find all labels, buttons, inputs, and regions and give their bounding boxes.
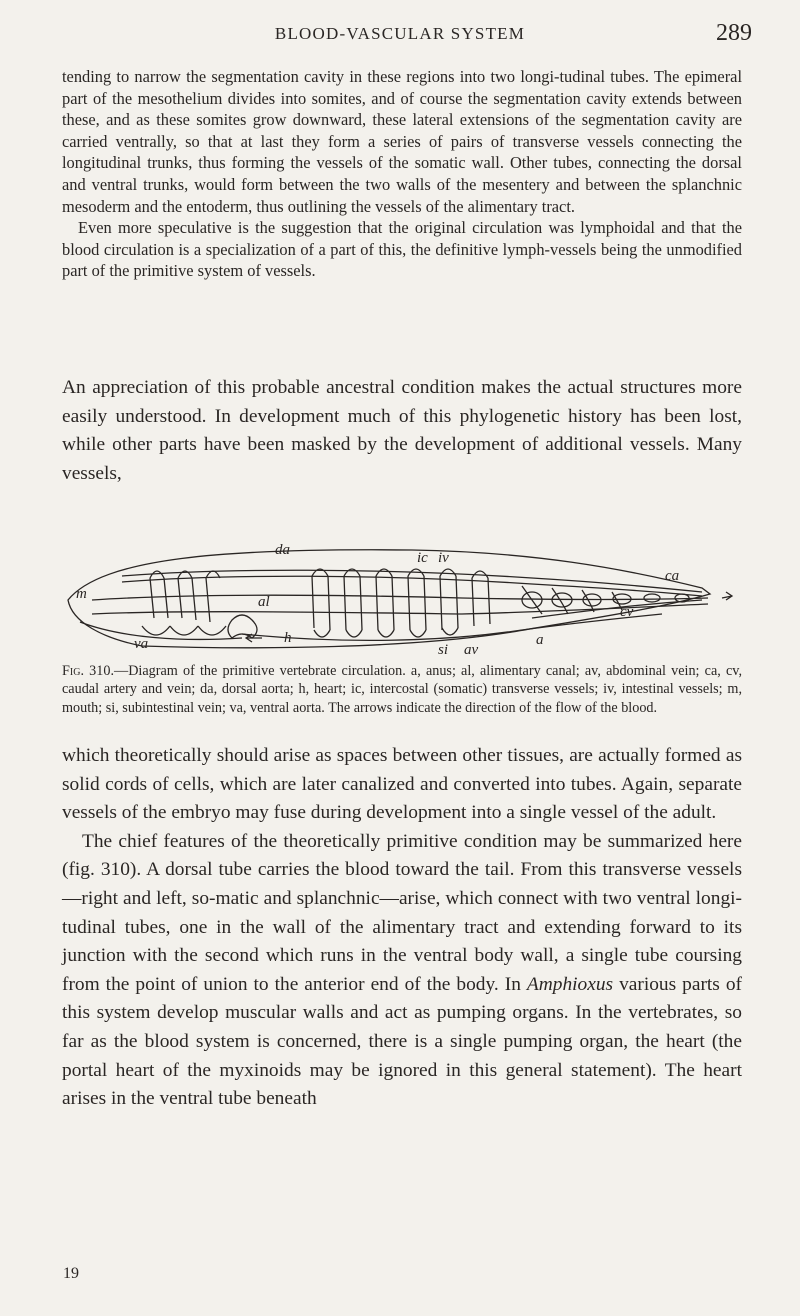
figure-310 bbox=[62, 538, 742, 660]
label-m: m bbox=[76, 586, 87, 602]
running-title: BLOOD-VASCULAR SYSTEM bbox=[274, 24, 526, 43]
arrow-icon bbox=[722, 592, 732, 600]
label-av: av bbox=[464, 642, 479, 658]
label-a: a bbox=[536, 632, 544, 648]
label-ic: ic bbox=[417, 550, 428, 566]
paragraph: which theoretically should arise as spaces between other tissues, are actually formed as solid cords of cells, which are later canalized and converted into tubes. Again, separate vessels of the embryo may fuse during development into a single vessel of the adult. bbox=[62, 745, 742, 824]
page-number: 289 bbox=[716, 20, 752, 46]
paragraph: tending to narrow the segmentation cavity in these regions into two longi-tudinal tubes. The epimeral part of the mesothelium divides into somites, and of course the segmentation cavity extends between these, and as these somites grow downward, these lateral extensions of the segmentation cavity are carried ventrally, so that at last they form a series of pairs of transverse vessels connecting the longitudinal trunks, thus forming the vessels of the somatic wall. Other tubes, connecting the dorsal and ventral trunks, would form between the two walls of the mesentery and between the splanchnic mesoderm and the entoderm, thus outlining the vessels of the alimentary tract. bbox=[62, 67, 742, 216]
signature-mark: 19 bbox=[63, 1265, 79, 1282]
paragraph: The chief features of the theoretically primitive condition may be summarized here (fig. 310). A dorsal tube carries the blood toward the tail. From this transverse vessels—right and left, so-matic and splanchnic—arise, which connect with two ventral longi-tudinal tubes, one in the wall of the alimentary tract and extending forward to its junction with the second which runs in the ventral body wall, a single tube coursing from the point of union to the anterior end of the body. In Amphioxus various parts of this system develop muscular walls and act as pumping organs. In the vertebrates, so far as the blood system is concerned, there is a single pumping organ, the heart (the portal heart of the myxinoids may be ignored in this general statement). The heart arises in the ventral tube beneath bbox=[62, 830, 742, 1110]
running-head bbox=[0, 20, 800, 50]
ventral-aorta bbox=[80, 622, 242, 639]
label-da: da bbox=[275, 542, 290, 558]
middle-text-block bbox=[62, 374, 742, 488]
genus-name: Amphioxus bbox=[526, 973, 614, 995]
figure-caption bbox=[62, 662, 742, 717]
paragraph: Even more speculative is the suggestion that the original circulation was lymphoidal and that the blood circulation is a specialization of a part of this, the definitive lymph-vessels being the unmodified part of the primitive system of vessels. bbox=[62, 218, 742, 281]
caption-text: —Diagram of the primitive vertebrate circulation. a, anus; al, alimentary canal; av, abdominal vein; ca, cv, caudal artery and vein; da, dorsal aorta; h, heart; ic, intercostal (somatic) transverse vessels; iv, intestinal vessels; m, mouth; si, subintestinal vein; va, ventral aorta. The arrows indicate the direction of the flow of the blood. bbox=[62, 663, 742, 716]
intestinal-vessels bbox=[312, 569, 490, 637]
bottom-text-block bbox=[62, 742, 742, 1114]
intercostal-vessels bbox=[142, 571, 226, 635]
label-va: va bbox=[134, 636, 149, 652]
label-al: al bbox=[258, 594, 270, 610]
caption-label: Fig. 310. bbox=[62, 663, 114, 679]
label-cv: cv bbox=[620, 604, 634, 620]
label-iv: iv bbox=[438, 550, 449, 566]
label-si: si bbox=[438, 642, 449, 658]
top-text-block bbox=[62, 66, 742, 282]
label-h: h bbox=[284, 630, 292, 646]
paragraph: An appreciation of this probable ancestral condition makes the actual structures more easily understood. In development much of this phylogenetic history has been lost, while other parts have been masked by the development of additional vessels. Many vessels, bbox=[62, 377, 742, 484]
subintestinal-vein bbox=[242, 614, 662, 640]
body-outline bbox=[68, 550, 710, 648]
circulation-diagram bbox=[62, 538, 742, 660]
label-ca: ca bbox=[665, 568, 680, 584]
